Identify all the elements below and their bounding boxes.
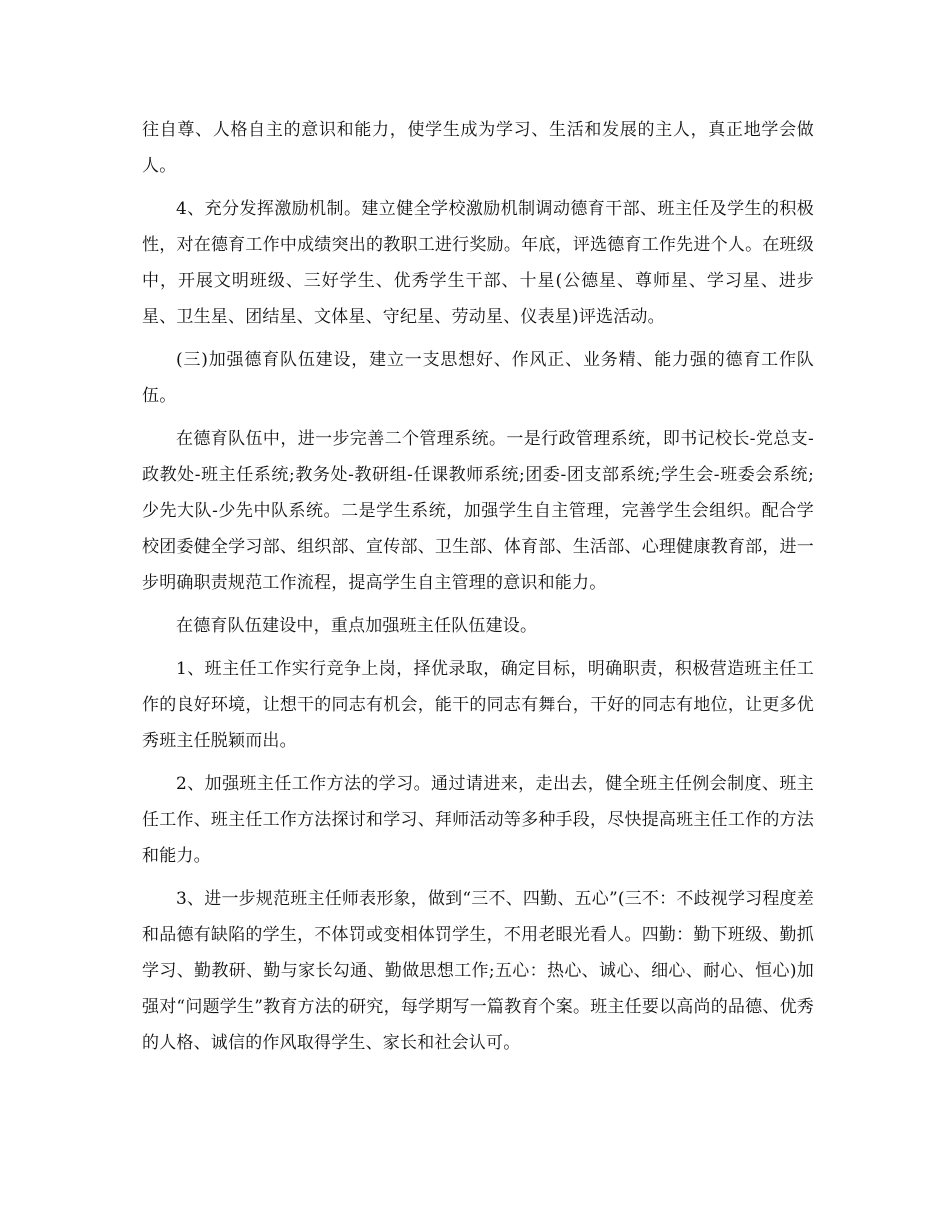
paragraph-teacher-image: 3、进一步规范班主任师表形象，做到“三不、四勤、五心”(三不：不歧视学习程度差和品德有缺陷的学生，不体罚或变相体罚学生，不用老眼光看人。四勤：勤下班级、勤抓学习、勤教研、勤与家长勾通、勤做思想工作;五心：热心、诚心、细心、耐心、恒心)加强对“问题学生”教育方法的研究，每学期写一篇教育个案。班主任要以高尚的品德、优秀的人格、诚信的作风取得学生、家长和社会认可。 bbox=[142, 889, 814, 1053]
paragraph-head-teacher-focus: 在德育队伍建设中，重点加强班主任队伍建设。 bbox=[176, 616, 538, 636]
paragraph-continuation: 往自尊、人格自主的意识和能力，使学生成为学习、生活和发展的主人，真正地学会做人。 bbox=[142, 120, 814, 176]
paragraph-competitive-posts: 1、班主任工作实行竞争上岗，择优录取，确定目标，明确职责，积极营造班主任工作的良好环境，让想干的同志有机会，能干的同志有舞台，干好的同志有地位，让更多优秀班主任脱颖而出。 bbox=[142, 659, 814, 751]
paragraph-incentive-mechanism: 4、充分发挥激励机制。建立健全学校激励机制调动德育干部、班主任及学生的积极性，对在德育工作中成绩突出的教职工进行奖励。年底，评选德育工作先进个人。在班级中，开展文明班级、三好学生、优秀学生干部、十星(公德星、尊师星、学习星、进步星、卫生星、团结星、文体星、守纪星、劳动星、仪表星)评选活动。 bbox=[142, 199, 814, 327]
paragraph-method-learning: 2、加强班主任工作方法的学习。通过请进来，走出去，健全班主任例会制度、班主任工作、班主任工作方法探讨和学习、拜师活动等多种手段，尽快提高班主任工作的方法和能力。 bbox=[142, 774, 814, 866]
paragraph-section-heading-team: (三)加强德育队伍建设，建立一支思想好、作风正、业务精、能力强的德育工作队伍。 bbox=[142, 350, 814, 406]
document-page bbox=[142, 112, 814, 1068]
paragraph-management-systems: 在德育队伍中，进一步完善二个管理系统。一是行政管理系统，即书记校长-党总支-政教处-班主任系统;教务处-教研组-任课教师系统;团委-团支部系统;学生会-班委会系统;少先大队-少先中队系统。二是学生系统，加强学生自主管理，完善学生会组织。配合学校团委健全学习部、组织部、宣传部、卫生部、体育部、生活部、心理健康教育部，进一步明确职责规范工作流程，提高学生自主管理的意识和能力。 bbox=[142, 429, 814, 593]
